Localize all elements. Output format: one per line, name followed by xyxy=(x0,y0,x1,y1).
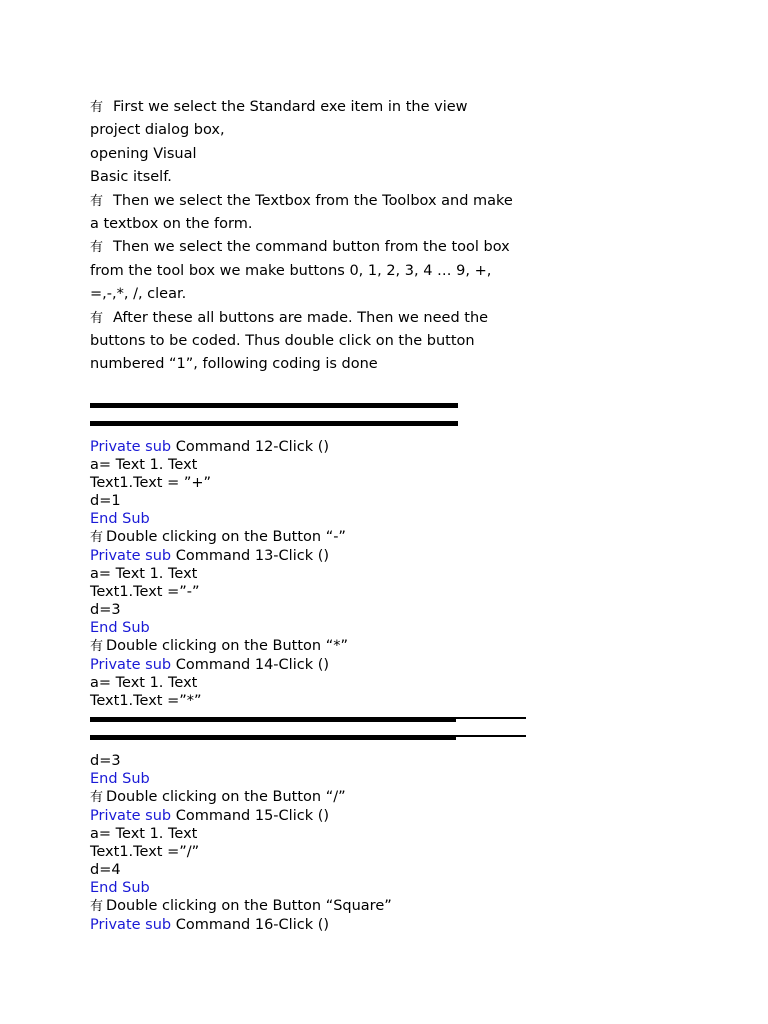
divider-rule xyxy=(90,735,456,740)
code-line: Private sub Command 16-Click () xyxy=(90,917,330,933)
code-line: Private sub Command 14-Click () xyxy=(90,657,330,673)
code-line: a= Text 1. Text xyxy=(90,826,198,842)
code-line: End Sub xyxy=(90,771,150,787)
divider-rule xyxy=(90,717,456,722)
code-line: 有 Double clicking on the Button “-” xyxy=(90,529,346,545)
code-line: Text1.Text =”/” xyxy=(90,844,200,860)
code-line: 有 Double clicking on the Button “Square” xyxy=(90,898,392,914)
divider-rule xyxy=(90,421,458,426)
divider-rule-extension xyxy=(456,717,526,719)
paragraph-1: 有 First we select the Standard exe item in the view xyxy=(90,99,468,115)
code-line: a= Text 1. Text xyxy=(90,457,198,473)
code-line: d=3 xyxy=(90,602,121,618)
code-block-2 xyxy=(90,752,570,934)
bullet-icon: 有 xyxy=(90,240,104,256)
code-line: Private sub Command 13-Click () xyxy=(90,548,330,564)
code-line: d=4 xyxy=(90,862,121,878)
paragraph-4: 有 After these all buttons are made. Then we need the xyxy=(90,309,489,326)
bullet-icon: 有 xyxy=(90,193,104,209)
code-line: End Sub xyxy=(90,880,150,896)
divider-rule-extension xyxy=(456,735,526,737)
bullet-icon: 有 xyxy=(90,639,104,654)
code-line: Private sub Command 12-Click () xyxy=(90,439,330,455)
bullet-icon: 有 xyxy=(90,899,104,914)
code-line: 有 Double clicking on the Button “/” xyxy=(90,789,346,805)
bullet-icon: 有 xyxy=(90,100,104,115)
code-line: 有 Double clicking on the Button “*” xyxy=(90,638,348,654)
bullet-icon: 有 xyxy=(90,310,104,326)
code-line: d=3 xyxy=(90,753,121,769)
paragraph-3: 有 Then we select the command button from the tool box xyxy=(90,239,510,256)
code-line: d=1 xyxy=(90,493,121,509)
code-line: Text1.Text =”-” xyxy=(90,584,200,600)
bullet-icon: 有 xyxy=(90,790,104,805)
code-line: End Sub xyxy=(90,511,150,527)
bullet-icon: 有 xyxy=(90,530,104,545)
code-line: Text1.Text =”*” xyxy=(90,693,202,709)
divider-rule xyxy=(90,403,458,408)
code-line: Text1.Text = ”+” xyxy=(90,475,212,491)
code-line: a= Text 1. Text xyxy=(90,566,198,582)
paragraph-2: 有 Then we select the Textbox from the Toolbox and make xyxy=(90,192,513,209)
code-block-1 xyxy=(90,438,570,710)
code-line: a= Text 1. Text xyxy=(90,675,198,691)
code-line: Private sub Command 15-Click () xyxy=(90,808,330,824)
intro-text: 有 First we select the Standard exe item in the view project dialog box, opening Visual Basic itself. 有 Then we select the Textbox from the Toolbox and make a textbox on the form. 有 Then we select the command button from the tool box from the tool box we make buttons 0, 1, 2, 3, 4 … 9, +, =,-,*, /, clear. 有 After these all buttons are made. Then we need the buttons to be coded. Thus double click on the button numbered “1”, following coding is done xyxy=(90,96,570,377)
code-line: End Sub xyxy=(90,620,150,636)
